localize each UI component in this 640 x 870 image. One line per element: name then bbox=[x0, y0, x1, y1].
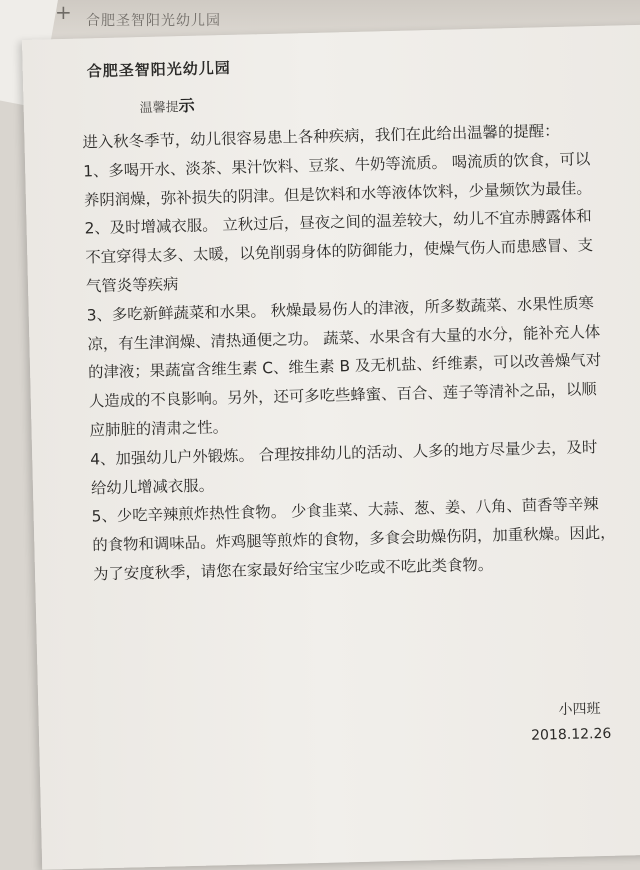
tip-line: 给幼儿增减衣服。 bbox=[90, 476, 215, 498]
notice-page bbox=[22, 24, 640, 869]
class-signature: 小四班 bbox=[558, 701, 601, 719]
tip-line: 应肺脏的清肃之性。 bbox=[89, 418, 229, 440]
tip-line: 4、加强幼儿户外锻炼。 合理按排幼儿的活动、人多的地方尽量少去，及时 bbox=[90, 437, 598, 469]
notice-content bbox=[81, 48, 614, 589]
tip-line: 气管炎等疾病 bbox=[85, 275, 179, 296]
tip-line: 为了安度秋季，请您在家最好给宝宝少吃或不吃此类食物。 bbox=[92, 555, 494, 584]
tip-line: 2、及时增减衣服。 立秋过后，昼夜之间的温差较大，幼儿不宜赤膊露体和 bbox=[84, 207, 592, 238]
kindergarten-title: 合肥圣智阳光幼儿园 bbox=[86, 58, 231, 81]
tip-line: 5、少吃辛辣煎炸热性食物。 少食韭菜、大蒜、葱、姜、八角、茴香等辛辣 bbox=[91, 495, 599, 526]
tip-line: 3、多吃新鲜蔬菜和水果。 秋燥最易伤人的津液，所多数蔬菜、水果性质寒 bbox=[86, 293, 595, 325]
subtitle-printed: 温馨提 bbox=[139, 100, 179, 117]
tip-line: 凉，有生津润燥、清热通便之功。 蔬菜、水果含有大量的水分，能补充人体 bbox=[87, 322, 601, 354]
tip-item-5 bbox=[91, 490, 616, 589]
tip-line: 1、多喝开水、淡茶、果汁饮料、豆浆、牛奶等流质。 喝流质的饮食，可以 bbox=[83, 149, 591, 181]
pen-scribble: + bbox=[55, 0, 72, 24]
tip-line: 不宜穿得太多、太暖，以免削弱身体的防御能力，使燥气伤人而患感冒、支 bbox=[85, 236, 594, 267]
notice-subtitle bbox=[139, 83, 601, 117]
tip-line: 的津液；果蔬富含维生素 C、维生素 B 及无机盐、纤维素，可以改善燥气对 bbox=[87, 351, 602, 382]
tip-line: 的食物和调味品。炸鸡腿等煎炸的食物，多食会助燥伤阴，加重秋燥。因此， bbox=[92, 523, 616, 555]
tip-item-3 bbox=[86, 289, 609, 446]
tip-line: 养阴润燥，弥补损失的阴津。但是饮料和水等液体饮料，少量频饮为最佳。 bbox=[83, 178, 592, 210]
tip-line: 人造成的不良影响。另外，还可多吃些蜂蜜、百合、莲子等清补之品，以顺 bbox=[88, 380, 597, 411]
tip-item-2 bbox=[84, 202, 606, 301]
intro-line: 进入秋冬季节，幼儿很容易患上各种疾病，我们在此给出温馨的提醒： bbox=[82, 121, 560, 152]
notice-date: 2018.12.26 bbox=[530, 725, 612, 744]
underlying-sheet-header: 合肥圣智阳光幼儿园 bbox=[86, 13, 221, 29]
subtitle-handwritten: 示 bbox=[178, 95, 195, 116]
